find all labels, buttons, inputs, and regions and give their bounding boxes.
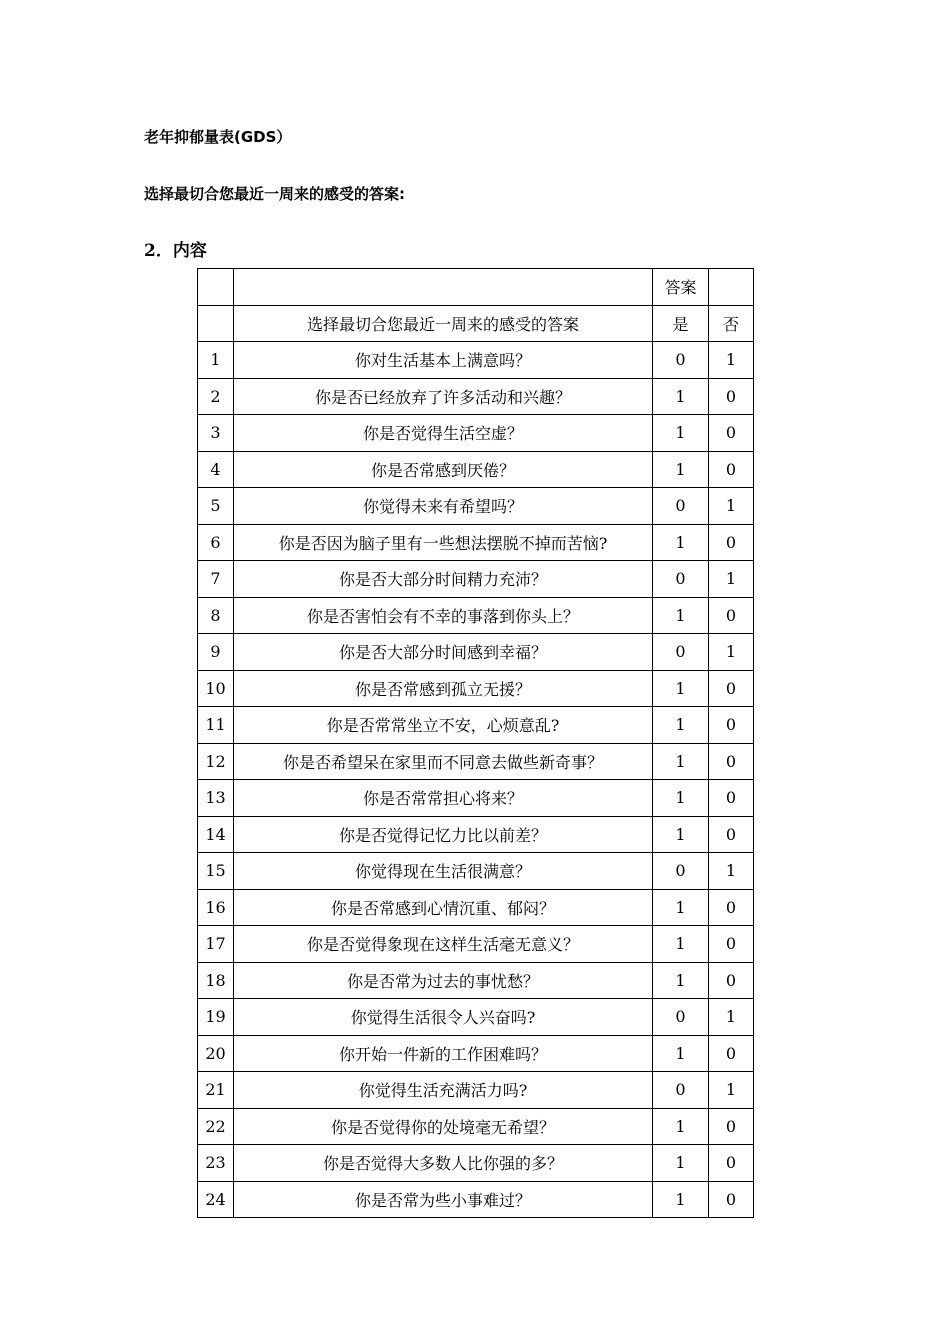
yes-header: 是 <box>653 305 709 342</box>
no-score: 0 <box>709 524 754 561</box>
yes-score: 1 <box>653 926 709 963</box>
question-text: 你觉得未来有希望吗？ <box>234 488 653 525</box>
no-score: 1 <box>709 1072 754 1109</box>
yes-score: 1 <box>653 1108 709 1145</box>
row-number: 24 <box>198 1181 234 1218</box>
table-row <box>198 1035 754 1072</box>
row-number: 19 <box>198 999 234 1036</box>
yes-score: 1 <box>653 1181 709 1218</box>
document-title: 老年抑郁量表(GDS） <box>144 128 292 146</box>
question-text: 你是否常感到心情沉重、郁闷？ <box>234 889 653 926</box>
question-text: 你是否常感到厌倦？ <box>234 451 653 488</box>
no-score: 0 <box>709 816 754 853</box>
no-score: 0 <box>709 889 754 926</box>
row-number: 21 <box>198 1072 234 1109</box>
table-row <box>198 451 754 488</box>
row-number: 14 <box>198 816 234 853</box>
no-header: 否 <box>709 305 754 342</box>
yes-score: 1 <box>653 378 709 415</box>
row-number: 9 <box>198 634 234 671</box>
no-score: 0 <box>709 1108 754 1145</box>
yes-score: 1 <box>653 743 709 780</box>
no-score: 1 <box>709 999 754 1036</box>
yes-score: 1 <box>653 451 709 488</box>
gds-table-body <box>198 269 754 1218</box>
row-number: 22 <box>198 1108 234 1145</box>
question-text: 你是否觉得记忆力比以前差？ <box>234 816 653 853</box>
table-row <box>198 816 754 853</box>
table-row <box>198 378 754 415</box>
header-blank-num <box>198 269 234 306</box>
yes-score: 1 <box>653 707 709 744</box>
row-number: 18 <box>198 962 234 999</box>
question-text: 你是否大部分时间精力充沛？ <box>234 561 653 598</box>
table-row <box>198 415 754 452</box>
no-score: 0 <box>709 1145 754 1182</box>
question-text: 你是否常常担心将来？ <box>234 780 653 817</box>
yes-score: 1 <box>653 670 709 707</box>
row-number: 5 <box>198 488 234 525</box>
table-row <box>198 1072 754 1109</box>
no-score: 0 <box>709 597 754 634</box>
question-text: 你是否大部分时间感到幸福？ <box>234 634 653 671</box>
no-score: 0 <box>709 743 754 780</box>
table-row <box>198 597 754 634</box>
question-text: 你觉得生活充满活力吗? <box>234 1072 653 1109</box>
question-text: 你是否因为脑子里有一些想法摆脱不掉而苦恼? <box>234 524 653 561</box>
no-score: 0 <box>709 707 754 744</box>
row-number: 17 <box>198 926 234 963</box>
question-text: 你是否觉得大多数人比你强的多？ <box>234 1145 653 1182</box>
answer-header: 答案 <box>653 269 709 306</box>
yes-score: 0 <box>653 488 709 525</box>
yes-score: 0 <box>653 853 709 890</box>
table-row <box>198 926 754 963</box>
row-number: 4 <box>198 451 234 488</box>
no-score: 0 <box>709 415 754 452</box>
row-number: 23 <box>198 1145 234 1182</box>
table-row <box>198 707 754 744</box>
question-text: 你是否希望呆在家里而不同意去做些新奇事？ <box>234 743 653 780</box>
no-score: 0 <box>709 451 754 488</box>
yes-score: 1 <box>653 415 709 452</box>
yes-score: 0 <box>653 342 709 379</box>
table-row <box>198 634 754 671</box>
row-number: 16 <box>198 889 234 926</box>
question-text: 你是否常常坐立不安，心烦意乱? <box>234 707 653 744</box>
table-row <box>198 561 754 598</box>
no-score: 1 <box>709 853 754 890</box>
question-text: 你开始一件新的工作困难吗？ <box>234 1035 653 1072</box>
question-text: 你是否觉得生活空虚？ <box>234 415 653 452</box>
row-number: 2 <box>198 378 234 415</box>
no-score: 0 <box>709 378 754 415</box>
no-score: 0 <box>709 926 754 963</box>
no-score: 0 <box>709 780 754 817</box>
no-score: 1 <box>709 634 754 671</box>
header-blank-answer <box>709 269 754 306</box>
yes-score: 1 <box>653 780 709 817</box>
yes-score: 1 <box>653 524 709 561</box>
header-blank-num-2 <box>198 305 234 342</box>
yes-score: 1 <box>653 1035 709 1072</box>
no-score: 0 <box>709 1035 754 1072</box>
table-row <box>198 780 754 817</box>
question-text: 你是否觉得你的处境毫无希望？ <box>234 1108 653 1145</box>
no-score: 0 <box>709 1181 754 1218</box>
table-row <box>198 999 754 1036</box>
question-text: 你是否觉得象现在这样生活毫无意义？ <box>234 926 653 963</box>
row-number: 20 <box>198 1035 234 1072</box>
no-score: 1 <box>709 342 754 379</box>
table-row <box>198 853 754 890</box>
table-row <box>198 743 754 780</box>
yes-score: 0 <box>653 634 709 671</box>
table-row <box>198 342 754 379</box>
table-row <box>198 670 754 707</box>
table-row <box>198 1145 754 1182</box>
question-text: 你是否害怕会有不幸的事落到你头上？ <box>234 597 653 634</box>
table-row <box>198 1181 754 1218</box>
yes-score: 1 <box>653 962 709 999</box>
yes-score: 0 <box>653 1072 709 1109</box>
no-score: 0 <box>709 962 754 999</box>
question-header: 选择最切合您最近一周来的感受的答案 <box>234 305 653 342</box>
row-number: 6 <box>198 524 234 561</box>
question-text: 你觉得现在生活很满意？ <box>234 853 653 890</box>
no-score: 1 <box>709 561 754 598</box>
question-text: 你是否常为些小事难过？ <box>234 1181 653 1218</box>
row-number: 3 <box>198 415 234 452</box>
section-heading: 2．内容 <box>144 241 207 261</box>
yes-score: 1 <box>653 889 709 926</box>
table-row <box>198 889 754 926</box>
row-number: 8 <box>198 597 234 634</box>
yes-score: 0 <box>653 561 709 598</box>
header-row-answer <box>198 269 754 306</box>
table-row <box>198 962 754 999</box>
question-text: 你觉得生活很令人兴奋吗? <box>234 999 653 1036</box>
row-number: 15 <box>198 853 234 890</box>
row-number: 10 <box>198 670 234 707</box>
yes-score: 0 <box>653 999 709 1036</box>
question-text: 你是否常为过去的事忧愁？ <box>234 962 653 999</box>
table-row <box>198 488 754 525</box>
question-text: 你是否常感到孤立无援？ <box>234 670 653 707</box>
question-text: 你是否已经放弃了许多活动和兴趣？ <box>234 378 653 415</box>
row-number: 12 <box>198 743 234 780</box>
yes-score: 1 <box>653 597 709 634</box>
header-blank-question <box>234 269 653 306</box>
no-score: 0 <box>709 670 754 707</box>
yes-score: 1 <box>653 816 709 853</box>
question-text: 你对生活基本上满意吗？ <box>234 342 653 379</box>
instruction-text: 选择最切合您最近一周来的感受的答案: <box>144 185 406 203</box>
row-number: 1 <box>198 342 234 379</box>
header-row-labels <box>198 305 754 342</box>
gds-table <box>197 268 754 1218</box>
row-number: 7 <box>198 561 234 598</box>
table-row <box>198 524 754 561</box>
table-row <box>198 1108 754 1145</box>
row-number: 11 <box>198 707 234 744</box>
row-number: 13 <box>198 780 234 817</box>
no-score: 1 <box>709 488 754 525</box>
yes-score: 1 <box>653 1145 709 1182</box>
